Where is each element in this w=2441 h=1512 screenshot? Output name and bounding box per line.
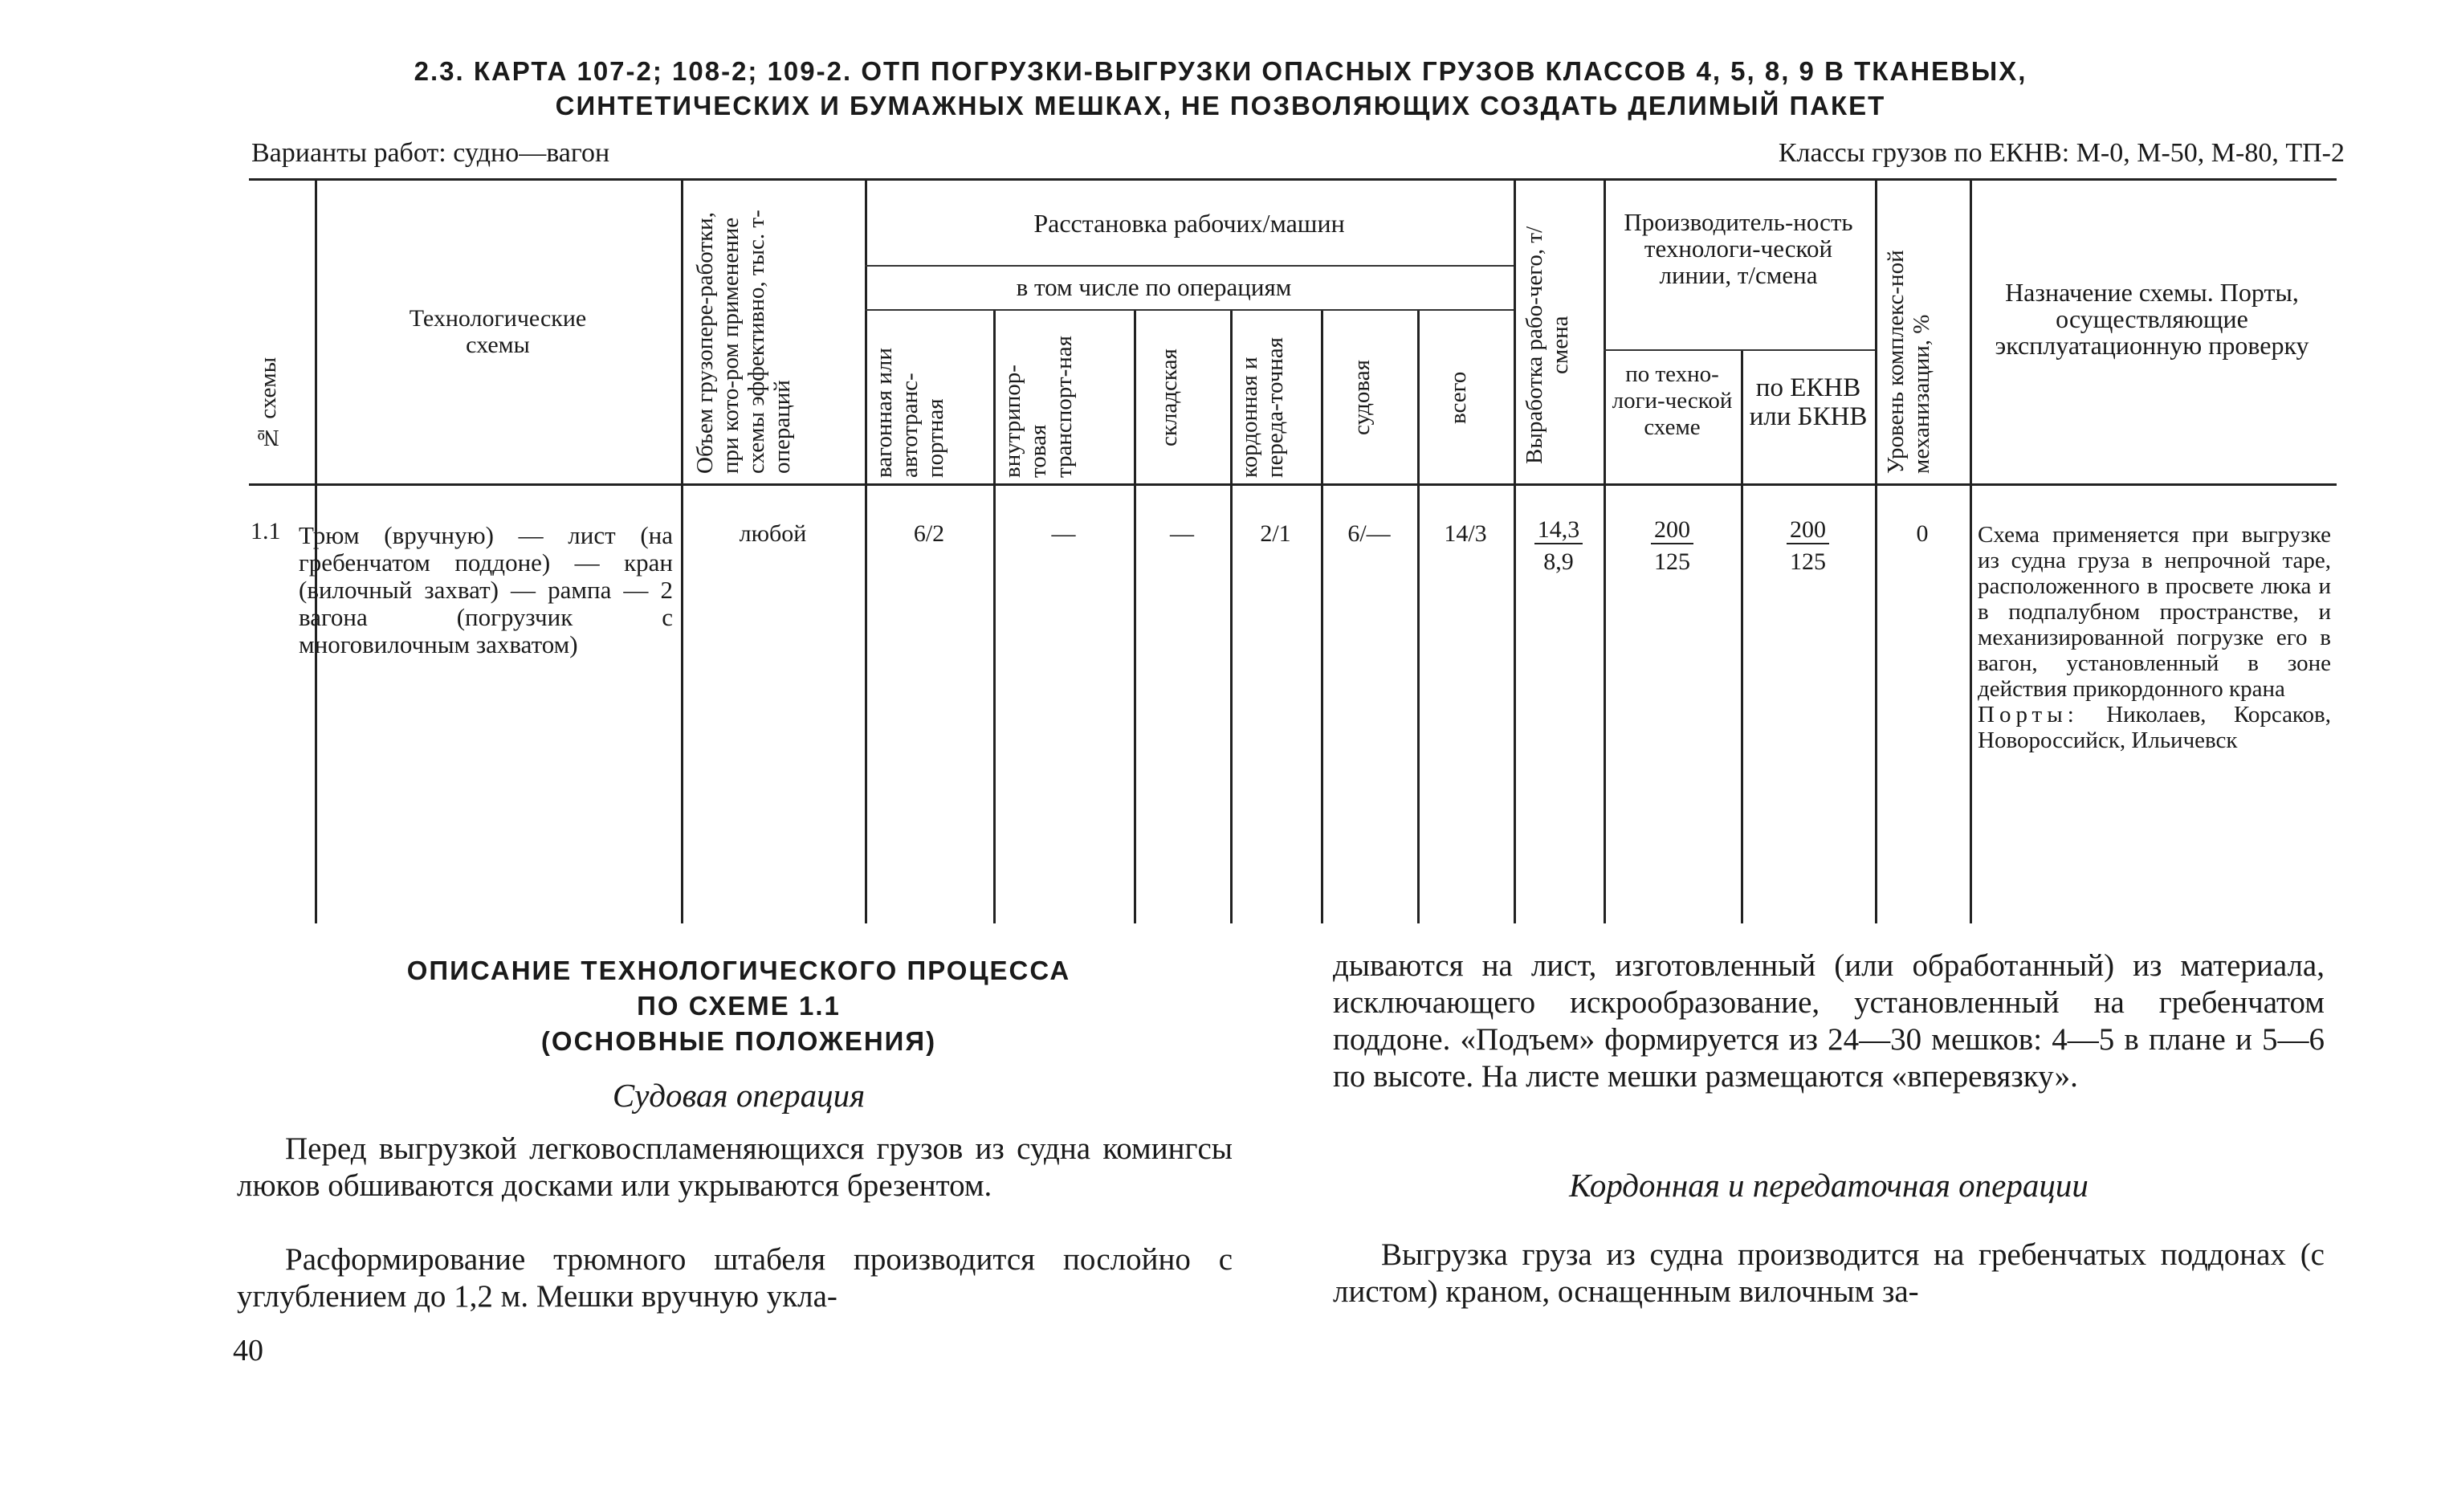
row-scheme-desc: Трюм (вручную) — лист (на гребенчатом поддоне) — кран (вилочный захват) — рампа — 2 вагона (погрузчик с многовилочным захватом) (299, 521, 673, 658)
header-op-wagon: вагонная или автотранс-портная (871, 348, 948, 478)
row-op-total: 14/3 (1444, 520, 1487, 547)
col-divider (1970, 181, 1972, 923)
row-op-ship: 6/— (1347, 520, 1391, 547)
description-title-1: ОПИСАНИЕ ТЕХНОЛОГИЧЕСКОГО ПРОЦЕССА (406, 956, 1071, 985)
title-line-1: 2.3. КАРТА 107-2; 108-2; 109-2. ОТП ПОГРУЗКИ-ВЫГРУЗКИ ОПАСНЫХ ГРУЗОВ КЛАССОВ 4, 5, 8, 9 В ТКАНЕВЫХ, (414, 56, 2027, 86)
col-divider (1321, 309, 1323, 923)
prod-eknv-denominator: 125 (1790, 548, 1826, 575)
incl-rule (865, 309, 1514, 311)
header-productivity: Производитель-ность технологи-ческой линии, т/смена (1624, 208, 1853, 289)
header-prod-eknv: по ЕКНВ или БКНВ (1749, 373, 1868, 431)
description-title-3: (ОСНОВНЫЕ ПОЛОЖЕНИЯ) (540, 1026, 937, 1056)
col-divider (1230, 309, 1233, 923)
title-line-2: СИНТЕТИЧЕСКИХ И БУМАЖНЫХ МЕШКАХ, НЕ ПОЗВОЛЯЮЩИХ СОЗДАТЬ ДЕЛИМЫЙ ПАКЕТ (555, 91, 1886, 120)
prod-tech-denominator: 125 (1654, 548, 1690, 575)
col-divider (993, 309, 996, 923)
description-title-2: ПО СХЕМЕ 1.1 (637, 991, 841, 1021)
row-prod-tech (1604, 514, 1741, 578)
row-scheme-no: 1.1 (251, 518, 281, 544)
header-op-warehouse: складская (1156, 348, 1182, 446)
ports-list: Николаев, Корсаков, Новороссийск, Ильичевск (1978, 702, 2331, 753)
col-divider (681, 181, 683, 923)
output-denominator: 8,9 (1543, 548, 1574, 575)
col-divider (1134, 309, 1136, 923)
table-top-rule (249, 178, 2337, 181)
header-op-inner: внутрипор-товая транспорт-ная (1000, 336, 1077, 478)
productivity-rule (1604, 349, 1875, 351)
header-volume-text: Объем грузопере-работки, при кото-ром применение схемы эффективно, тыс. т-операций (692, 210, 795, 474)
prod-tech-numerator: 200 (1651, 516, 1693, 544)
purpose-text: Схема применяется при выгрузке из судна груза в непрочной таре, расположенного в просвете люка и в подпалубном пространстве, и механизированной погрузке его в вагон, установленный в зоне действия прикордонного крана (1978, 522, 2331, 702)
paragraph-1: Перед выгрузкой легковоспламеняющихся грузов из судна комингсы люков обшиваются досками или укрываются брезентом. (237, 1131, 1233, 1203)
col-divider (1417, 309, 1420, 923)
row-op-wagon: 6/2 (913, 520, 945, 547)
header-op-total: всего (1445, 371, 1471, 424)
paragraph-3: дываются на лист, изготовленный (или обработанный) из материала, исключающего искрообразование, установленный на гребенчатом поддоне. «Подъем» формируется из 24—30 мешков: 4—5 в плане и 5—6 по высоте. На листе мешки размещаются «вперевязку». (1333, 948, 2325, 1094)
header-scheme-no: № схемы (255, 357, 281, 450)
placement-rule (865, 265, 1514, 267)
header-tech-schemes: Технологические схемы (409, 305, 587, 358)
row-op-inner: — (1051, 520, 1076, 547)
header-prod-tech: по техно-логи-ческой схеме (1612, 361, 1733, 440)
header-mech-level: Уровень комплекс-ной механизации, % (1883, 250, 1934, 474)
col-divider (1741, 349, 1743, 923)
header-volume (692, 201, 857, 474)
subheading-ship-operation: Судовая операция (612, 1077, 866, 1114)
header-placement: Расстановка рабочих/машин (1033, 209, 1345, 238)
row-mech-level: 0 (1916, 520, 1929, 547)
subheading-cordon-operations: Кордонная и передаточная операции (1569, 1167, 2089, 1204)
header-bottom-rule (249, 483, 2337, 486)
paragraph-4: Выгрузка груза из судна производится на гребенчатых поддонах (с листом) краном, оснащенным вилочным за- (1333, 1237, 2325, 1309)
row-prod-eknv (1741, 514, 1875, 578)
col-divider (1875, 181, 1877, 923)
page-number: 40 (233, 1334, 263, 1367)
row-output (1514, 514, 1604, 578)
header-incl: в том числе по операциям (1016, 273, 1292, 301)
work-variants: Варианты работ: судно—вагон (251, 138, 610, 168)
row-volume: любой (739, 520, 807, 547)
header-op-ship: судовая (1349, 360, 1375, 435)
cargo-classes: Классы грузов по ЕКНВ: М-0, М-50, М-80, ТП-2 (1778, 138, 2345, 168)
ports-label: Порты: (1978, 702, 2079, 727)
header-purpose: Назначение схемы. Порты, осуществляющие эксплуатационную проверку (1995, 278, 2309, 360)
header-op-cordon: кордонная и переда-точная (1237, 336, 1288, 478)
prod-eknv-numerator: 200 (1787, 516, 1829, 544)
row-op-cordon: 2/1 (1260, 520, 1291, 547)
header-output: Выработка рабо-чего, т/смена (1522, 226, 1573, 465)
row-purpose (1978, 522, 2331, 753)
output-numerator: 14,3 (1534, 516, 1583, 544)
paragraph-2: Расформирование трюмного штабеля производится послойно с углублением до 1,2 м. Мешки вручную укла- (237, 1242, 1233, 1314)
row-op-warehouse: — (1170, 520, 1194, 547)
